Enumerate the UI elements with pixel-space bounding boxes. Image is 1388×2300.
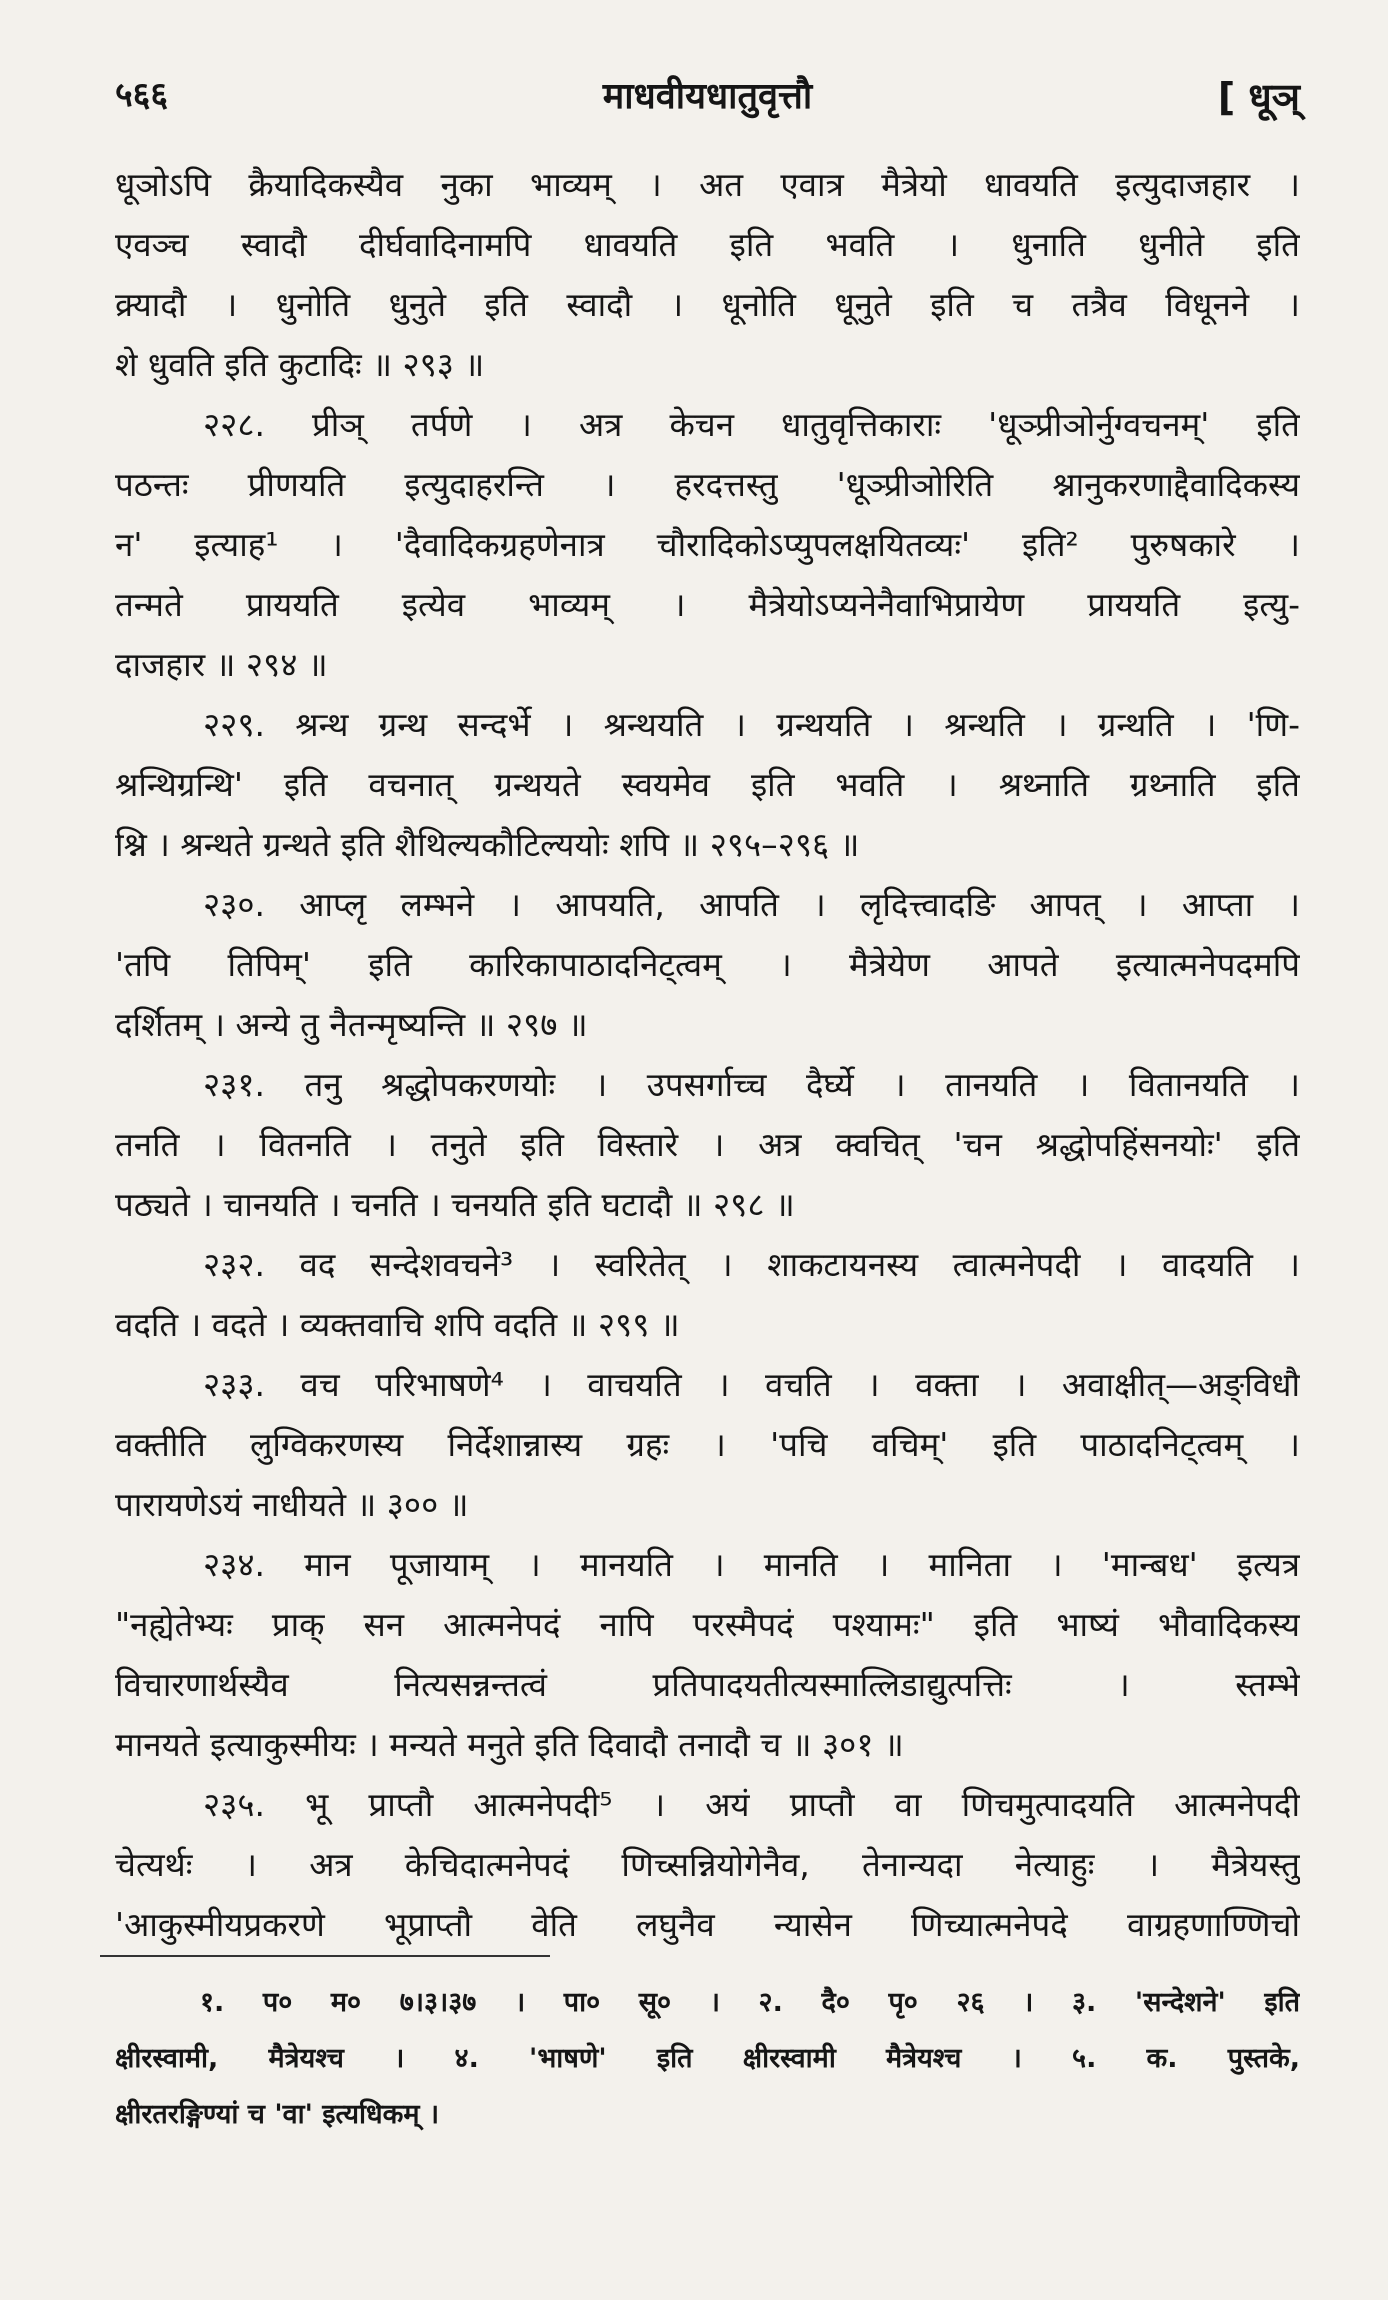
text-line: दाजहार ॥ २९४ ॥ (115, 645, 328, 684)
entry-230-first-line: २३०. आप्लृ लम्भने । आपयति, आपति । लृदित्त्वादङि आपत् । आप्ता । (203, 885, 1300, 924)
text-line: पारायणेऽयं नाधीयते ॥ ३०० ॥ (115, 1485, 469, 1524)
entry-235-first-line: २३५. भू प्राप्तौ आत्मनेपदी⁵ । अयं प्राप्तौ वा णिचमुत्पादयति आत्मनेपदी (203, 1785, 1300, 1824)
text-line: एवञ्च स्वादौ दीर्घवादिनामपि धावयति इति भवति । धुनाति धुनीते इति (115, 225, 1300, 264)
footnote-line: क्षीरस्वामी, मैत्रेयश्च । ४. 'भाषणे' इति क्षीरस्वामी मैत्रेयश्च । ५. क. पुस्तके, (115, 2043, 1300, 2074)
entry-231-first-line: २३१. तनु श्रद्धोपकरणयोः । उपसर्गाच्च दैर्घ्ये । तानयति । वितानयति । (203, 1065, 1300, 1104)
footnote-line: क्षीरतरङ्गिण्यां च 'वा' इत्यधिकम् । (115, 2099, 440, 2130)
text-line: तनति । वितनति । तनुते इति विस्तारे । अत्र क्वचित् 'चन श्रद्धोपहिंसनयोः' इति (115, 1125, 1300, 1164)
section-mark: [ धूञ् (1217, 75, 1300, 119)
text-line: चेत्यर्थः । अत्र केचिदात्मनेपदं णिच्सन्नियोगेनैव, तेनान्यदा नेत्याहुः । मैत्रेयस्तु (115, 1845, 1300, 1884)
page-number: ५६६ (115, 75, 169, 115)
entry-232-first-line: २३२. वद सन्देशवचने³ । स्वरितेत् । शाकटायनस्य त्वात्मनेपदी । वादयति । (203, 1245, 1300, 1284)
text-line: विचारणार्थस्यैव नित्यसन्नन्तत्वं प्रतिपादयतीत्यस्मात्लिडाद्युत्पत्तिः । स्तम्भे (115, 1665, 1300, 1704)
body-text (115, 155, 1300, 1955)
text-line: शे धुवति इति कुटादिः ॥ २९३ ॥ (115, 345, 485, 384)
page-header (115, 70, 1300, 130)
text-line: श्नि । श्रन्थते ग्रन्थते इति शैथिल्यकौटिल्ययोः शपि ॥ २९५–२९६ ॥ (115, 825, 860, 864)
text-line: तन्मते प्राययति इत्येव भाव्यम् । मैत्रेयोऽप्यनेनैवाभिप्रायेण प्राययति इत्यु- (115, 585, 1300, 624)
text-line: पठ्यते । चानयति । चनति । चनयति इति घटादौ ॥ २९८ ॥ (115, 1185, 795, 1224)
footnotes (115, 1975, 1300, 2143)
text-line: धूञोऽपि क्रैयादिकस्यैव नुका भाव्यम् । अत एवात्र मैत्रेयो धावयति इत्युदाजहार । (115, 165, 1300, 204)
text-line: दर्शितम् । अन्ये तु नैतन्मृष्यन्ति ॥ २९७ ॥ (115, 1005, 588, 1044)
text-line: "नह्येतेभ्यः प्राक् सन आत्मनेपदं नापि परस्मैपदं पश्यामः" इति भाष्यं भौवादिकस्य (115, 1605, 1300, 1644)
text-line: पठन्तः प्रीणयति इत्युदाहरन्ति । हरदत्तस्तु 'धूञ्प्रीञोरिति श्नानुकरणाद्दैवादिकस्य (115, 465, 1300, 504)
footnote-divider (100, 1955, 550, 1957)
text-line: मानयते इत्याकुस्मीयः । मन्यते मनुते इति दिवादौ तनादौ च ॥ ३०१ ॥ (115, 1725, 904, 1764)
text-line: वदति । वदते । व्यक्तवाचि शपि वदति ॥ २९९ ॥ (115, 1305, 680, 1344)
running-head: माधवीयधातुवृत्तौ (602, 76, 813, 117)
entry-229-first-line: २२९. श्रन्थ ग्रन्थ सन्दर्भे । श्रन्थयति । ग्रन्थयति । श्रन्थति । ग्रन्थति । 'णि- (203, 705, 1300, 744)
text-line: क्र्यादौ । धुनोति धुनुते इति स्वादौ । धूनोति धूनुते इति च तत्रैव विधूनने । (115, 285, 1300, 324)
text-line: 'आकुस्मीयप्रकरणे भूप्राप्तौ वेति लघुनैव न्यासेन णिच्यात्मनेपदे वाग्रहणाण्णिचो (115, 1905, 1300, 1944)
entry-233-first-line: २३३. वच परिभाषणे⁴ । वाचयति । वचति । वक्ता । अवाक्षीत्—अङ्विधौ (203, 1365, 1300, 1404)
text-line: श्रन्थिग्रन्थि' इति वचनात् ग्रन्थयते स्वयमेव इति भवति । श्रथ्नाति ग्रथ्नाति इति (115, 765, 1300, 804)
footnote-line: १. प० म० ७।३।३७ । पा० सू० । २. दै० पृ० २६ । ३. 'सन्देशने' इति (200, 1987, 1300, 2018)
text-line: न' इत्याह¹ । 'दैवादिकग्रहणेनात्र चौरादिकोऽप्युपलक्षयितव्यः' इति² पुरुषकारे । (115, 525, 1300, 564)
text-line: वक्तीति लुग्विकरणस्य निर्देशान्नास्य ग्रहः । 'पचि वचिम्' इति पाठादनिट्त्वम् । (115, 1425, 1300, 1464)
text-line: 'तपि तिपिम्' इति कारिकापाठादनिट्त्वम् । मैत्रेयेण आपते इत्यात्मनेपदमपि (115, 945, 1300, 984)
entry-234-first-line: २३४. मान पूजायाम् । मानयति । मानति । मानिता । 'मान्बध' इत्यत्र (203, 1545, 1300, 1584)
entry-228-first-line: २२८. प्रीञ् तर्पणे । अत्र केचन धातुवृत्तिकाराः 'धूञ्प्रीञोर्नुग्वचनम्' इति (203, 405, 1300, 444)
